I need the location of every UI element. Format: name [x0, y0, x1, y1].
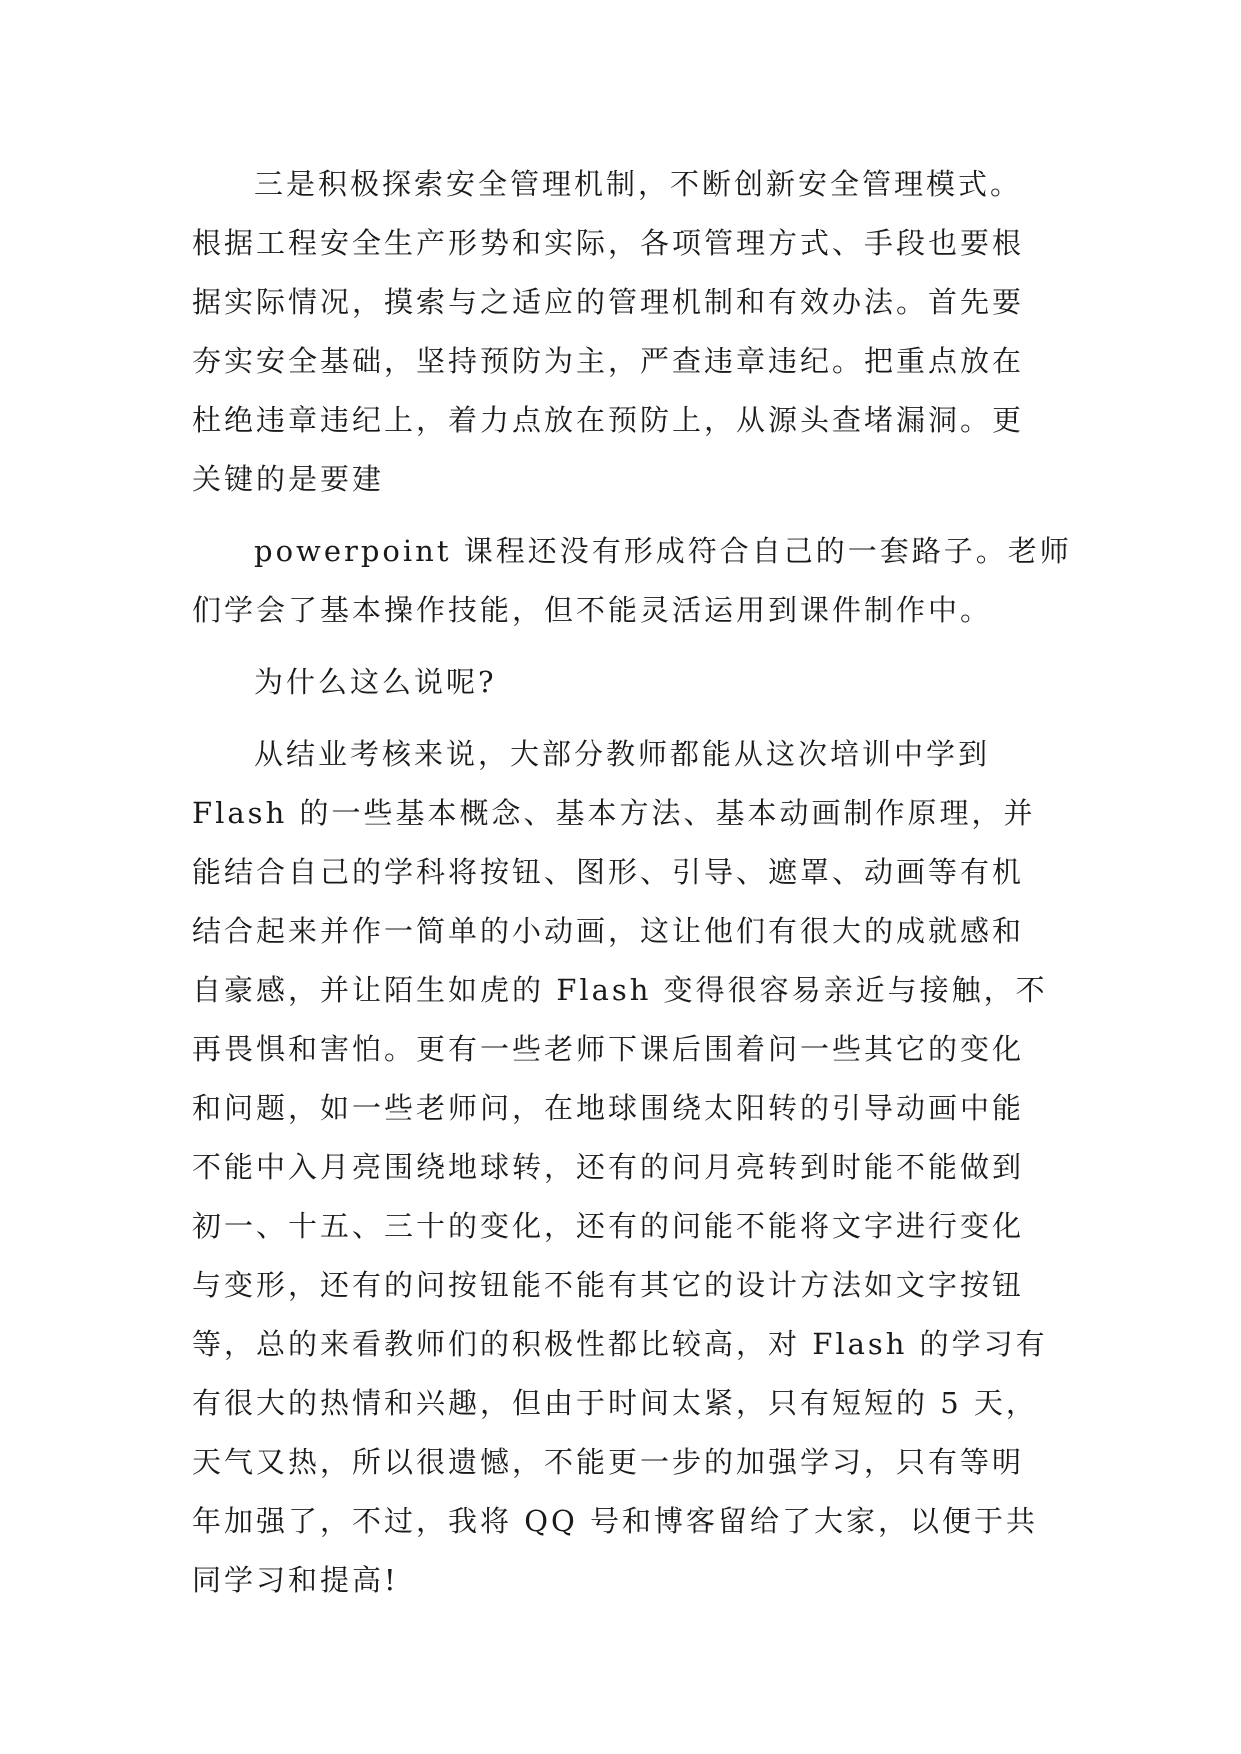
paragraph-2: [192, 522, 1072, 640]
text-line: 能结合自己的学科将按钮、图形、引导、遮罩、动画等有机: [192, 855, 1025, 889]
text-line: 结合起来并作一简单的小动画，这让他们有很大的成就感和: [192, 914, 1025, 948]
text-line: Flash 的一些基本概念、基本方法、基本动画制作原理，并: [192, 796, 1036, 830]
document-body: [192, 155, 1072, 1610]
text-line: 和问题，如一些老师问，在地球围绕太阳转的引导动画中能: [192, 1091, 1025, 1125]
text-line: 再畏惧和害怕。更有一些老师下课后围着问一些其它的变化: [192, 1032, 1025, 1066]
text-line: 三是积极探索安全管理机制，不断创新安全管理模式。: [254, 167, 1023, 201]
text-line: 初一、十五、三十的变化，还有的问能不能将文字进行变化: [192, 1209, 1025, 1243]
text-line: 同学习和提高!: [192, 1563, 399, 1597]
text-line: 年加强了，不过，我将 QQ 号和博客留给了大家，以便于共: [192, 1504, 1038, 1538]
paragraph-3: [192, 653, 1052, 712]
text-line: 天气又热，所以很遗憾，不能更一步的加强学习，只有等明: [192, 1445, 1025, 1479]
text-line: powerpoint 课程还没有形成符合自己的一套路子。老师: [254, 534, 1072, 568]
text-line: 自豪感，并让陌生如虎的 Flash 变得很容易亲近与接触，不: [192, 973, 1048, 1007]
text-line: 等，总的来看教师们的积极性都比较高，对 Flash 的学习有: [192, 1327, 1048, 1361]
text-line: 从结业考核来说，大部分教师都能从这次培训中学到: [254, 737, 991, 771]
paragraph-1: [192, 155, 1052, 509]
text-line: 据实际情况，摸索与之适应的管理机制和有效办法。首先要: [192, 285, 1025, 319]
text-line: 不能中入月亮围绕地球转，还有的问月亮转到时能不能做到: [192, 1150, 1025, 1184]
text-line: 关键的是要建: [192, 462, 385, 496]
text-line: 杜绝违章违纪上，着力点放在预防上，从源头查堵漏洞。更: [192, 403, 1025, 437]
paragraph-4: [192, 725, 1052, 1610]
text-line: 夯实安全基础，坚持预防为主，严查违章违纪。把重点放在: [192, 344, 1025, 378]
text-line: 为什么这么说呢?: [254, 665, 497, 699]
text-line: 根据工程安全生产形势和实际，各项管理方式、手段也要根: [192, 226, 1025, 260]
text-line: 有很大的热情和兴趣，但由于时间太紧，只有短短的 5 天，: [192, 1386, 1038, 1420]
text-line: 与变形，还有的问按钮能不能有其它的设计方法如文字按钮: [192, 1268, 1025, 1302]
text-line: 们学会了基本操作技能，但不能灵活运用到课件制作中。: [192, 593, 993, 627]
